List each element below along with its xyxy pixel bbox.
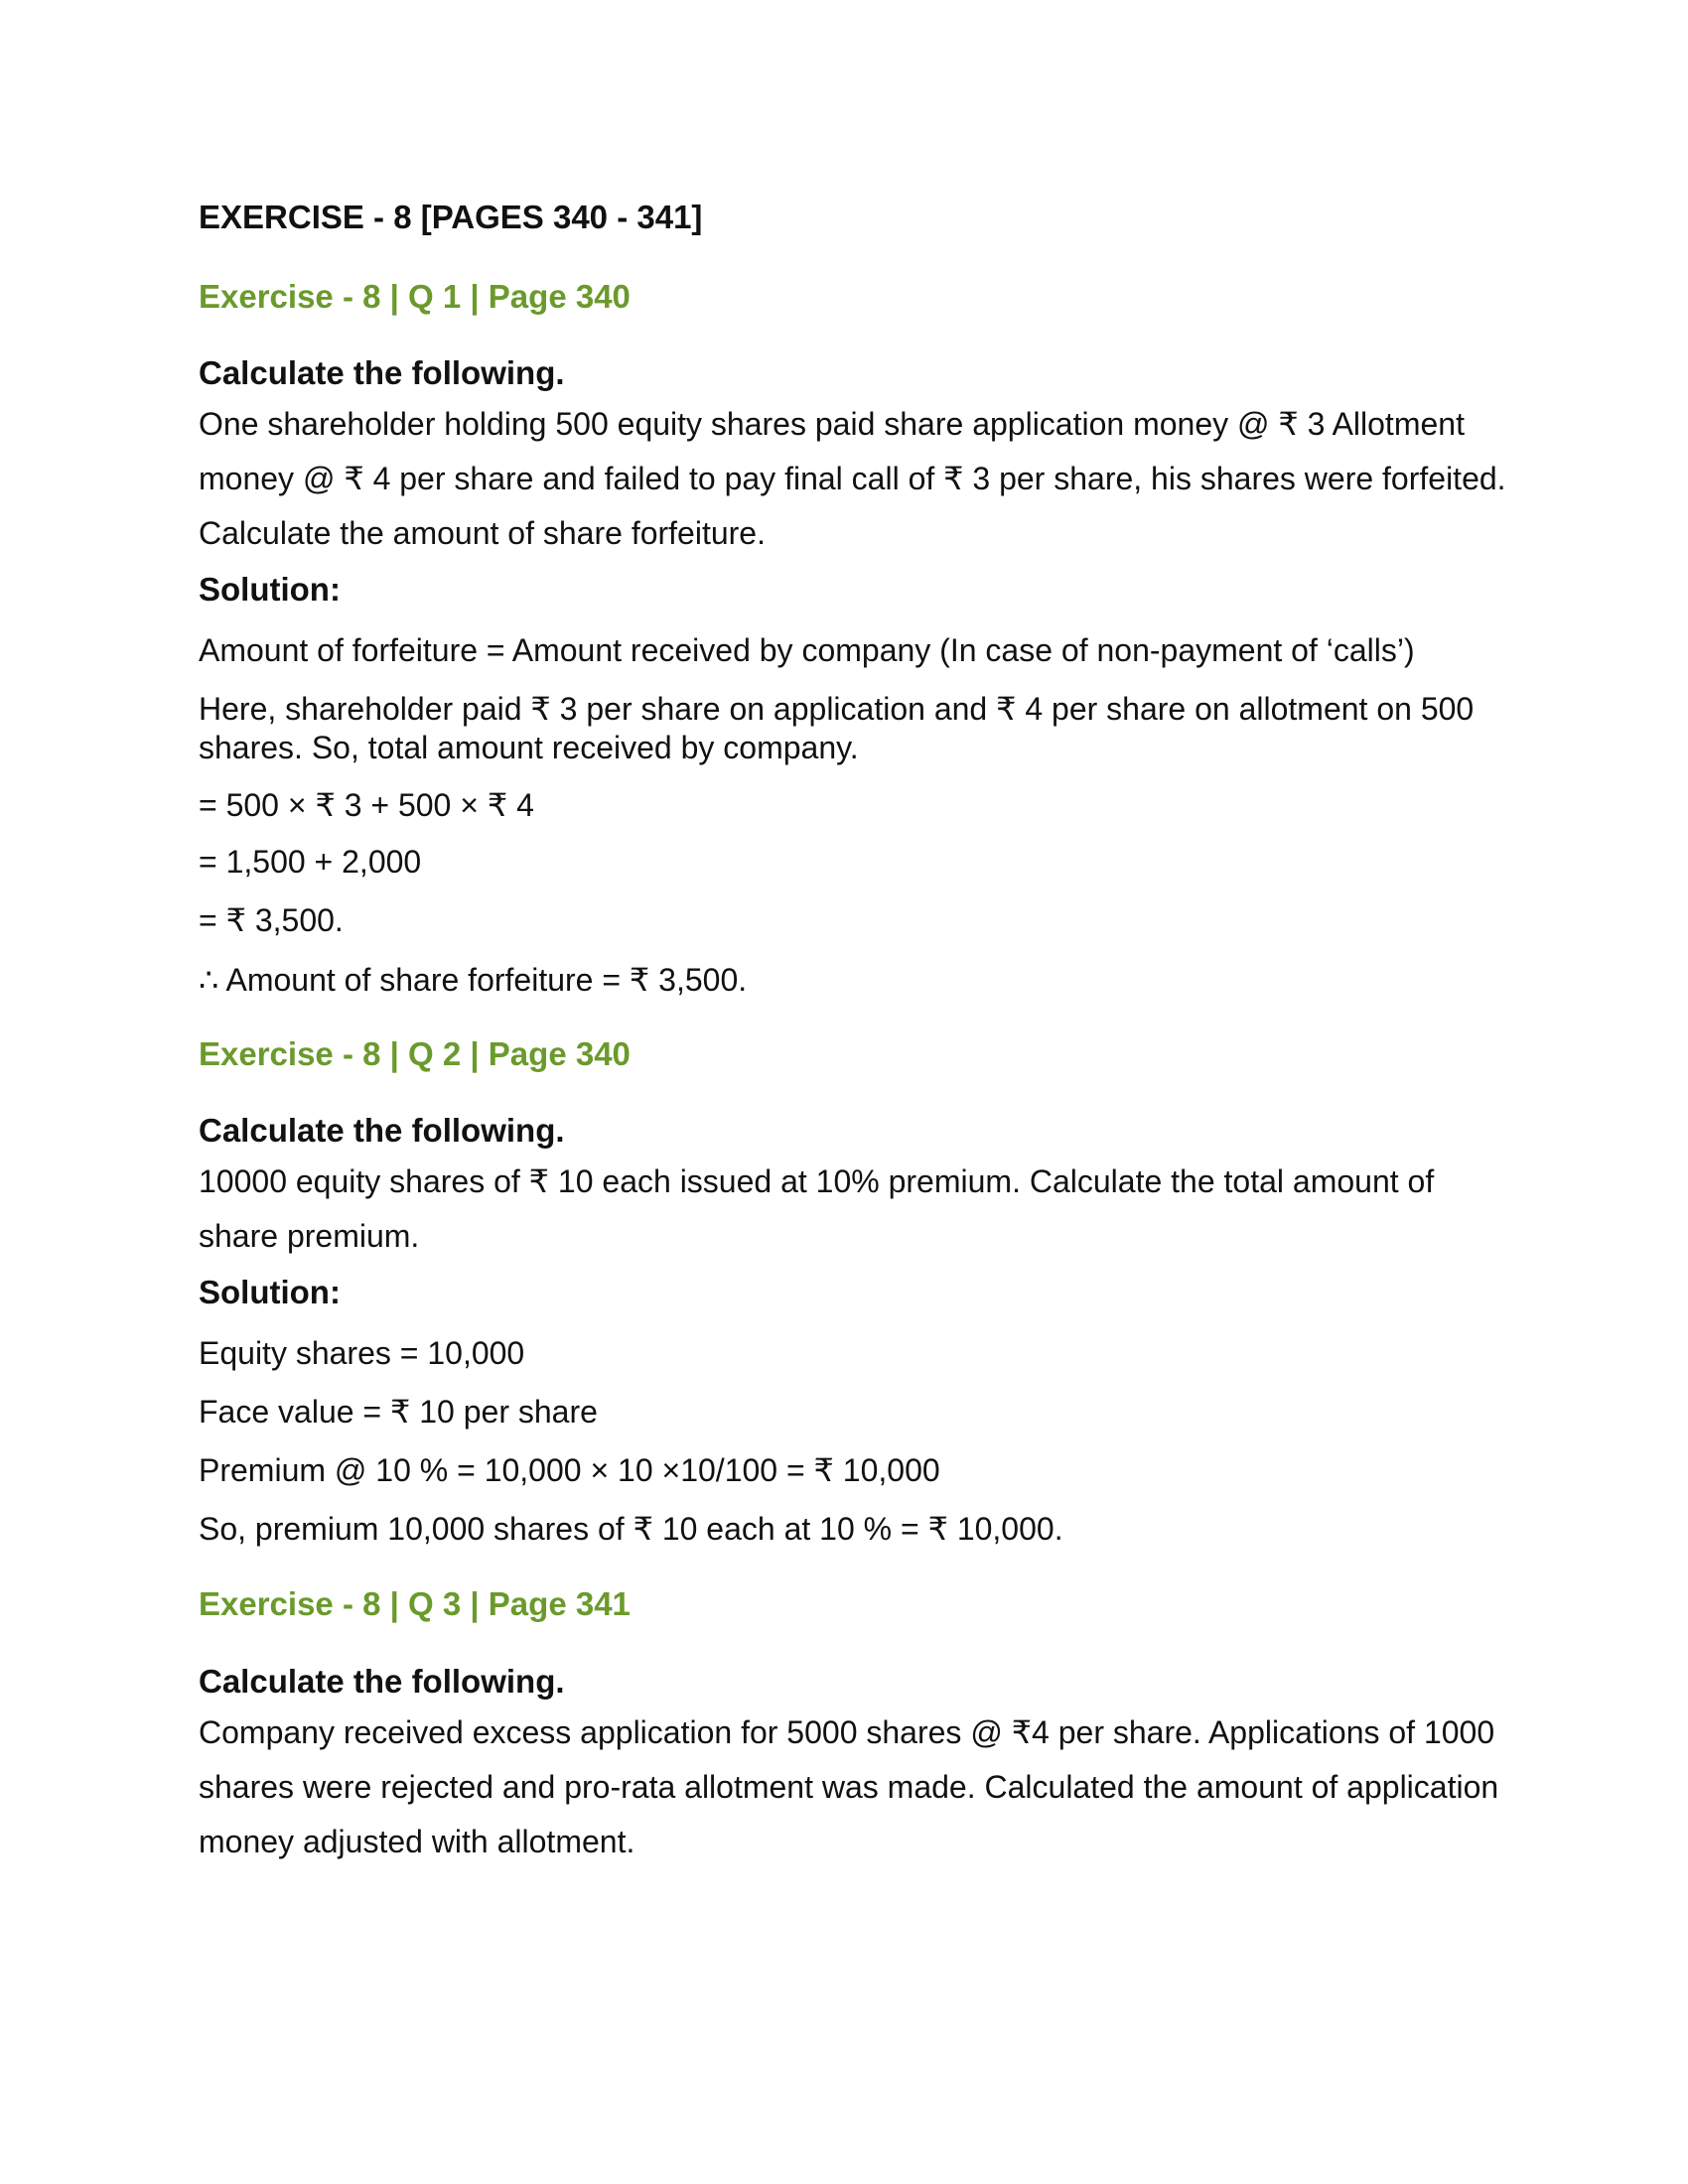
question-1-text: One shareholder holding 500 equity shares paid share application money @ ₹ 3 Allotment money @ ₹ 4 per share and failed to pay final call of ₹ 3 per share, his shares were forfeited. Calculate the amount of share forfeiture. <box>199 406 1506 551</box>
exercise-heading: EXERCISE - 8 [PAGES 340 - 341] <box>199 199 703 235</box>
question-2-reference: Exercise - 8 | Q 2 | Page 340 <box>199 1035 631 1072</box>
question-2-solution-line: So, premium 10,000 shares of ₹ 10 each at 10 % = ₹ 10,000. <box>199 1511 1063 1547</box>
question-1-solution-label: Solution: <box>199 571 341 608</box>
question-3-text: Company received excess application for 5000 shares @ ₹4 per share. Applications of 1000 shares were rejected and pro-rata allotment was made. Calculated the amount of application money adjusted with allotment. <box>199 1714 1499 1859</box>
question-1-solution-line: = ₹ 3,500. <box>199 902 344 938</box>
question-2-solution-line: Equity shares = 10,000 <box>199 1335 525 1371</box>
question-1-solution-line: = 500 × ₹ 3 + 500 × ₹ 4 <box>199 787 534 823</box>
question-2-solution-label: Solution: <box>199 1274 341 1310</box>
question-2-solution-line: Premium @ 10 % = 10,000 × 10 ×10/100 = ₹ 10,000 <box>199 1452 940 1488</box>
question-1-solution-line: = 1,500 + 2,000 <box>199 844 422 880</box>
question-1-solution-line: ∴ Amount of share forfeiture = ₹ 3,500. <box>199 962 748 998</box>
question-1-solution-line: Amount of forfeiture = Amount received by company (In case of non-payment of ‘calls’) <box>199 632 1415 668</box>
question-2-text: 10000 equity shares of ₹ 10 each issued at 10% premium. Calculate the total amount of share premium. <box>199 1163 1435 1254</box>
question-1-title: Calculate the following. <box>199 354 565 391</box>
question-3-title: Calculate the following. <box>199 1663 565 1700</box>
question-3-reference: Exercise - 8 | Q 3 | Page 341 <box>199 1585 631 1622</box>
question-2-solution-line: Face value = ₹ 10 per share <box>199 1394 598 1430</box>
question-2-title: Calculate the following. <box>199 1112 565 1149</box>
question-1-reference: Exercise - 8 | Q 1 | Page 340 <box>199 278 631 315</box>
question-1-solution-line: Here, shareholder paid ₹ 3 per share on application and ₹ 4 per share on allotment on 500 shares. So, total amount received by company. <box>199 691 1475 765</box>
